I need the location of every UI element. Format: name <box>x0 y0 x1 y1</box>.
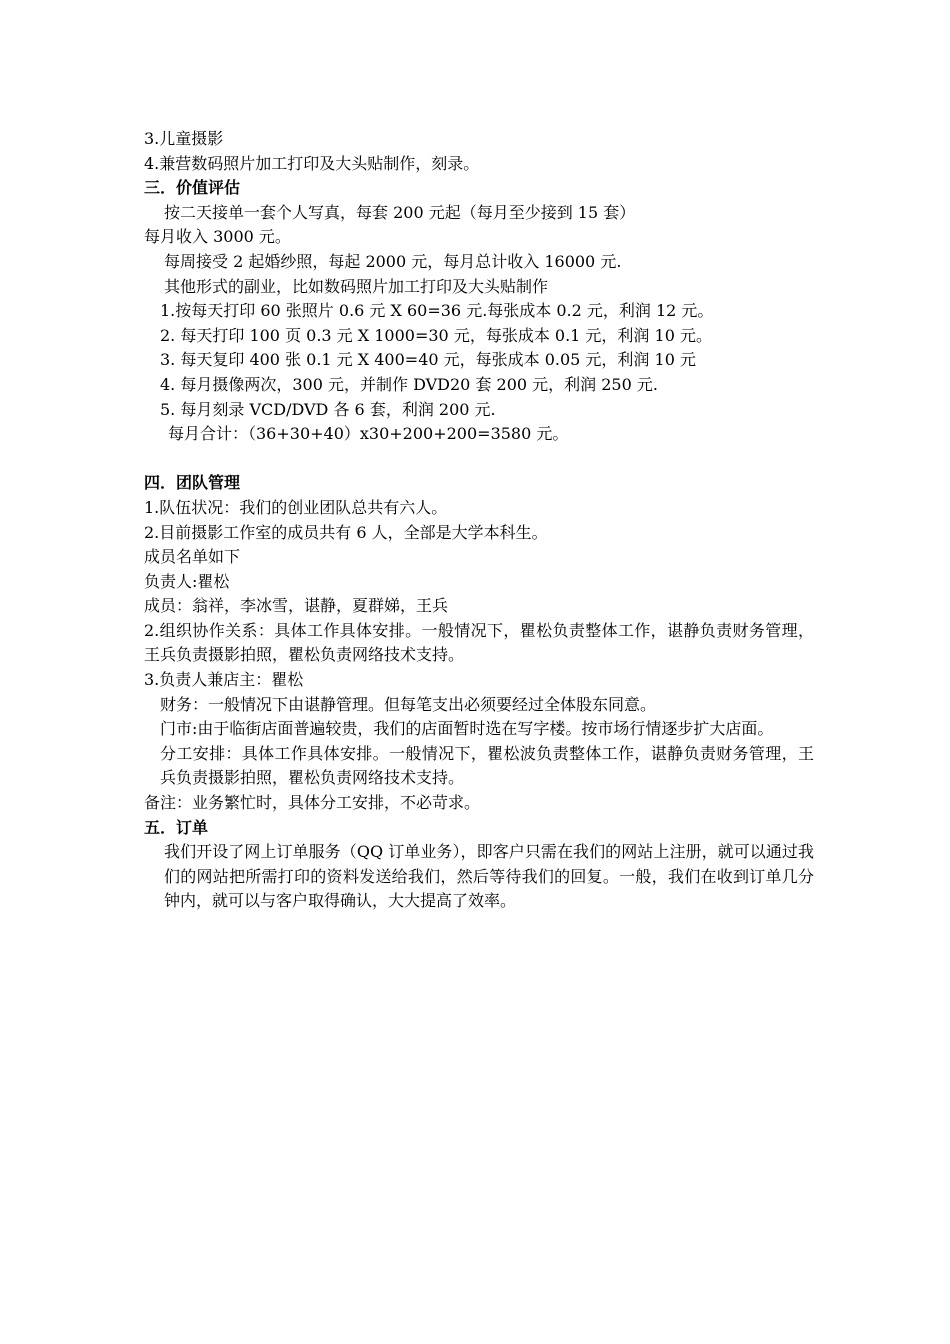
paragraph-collaboration: 2.组织协作关系：具体工作具体安排。一般情况下，瞿松负责整体工作，谌静负责财务管理，王兵负责摄影拍照，瞿松负责网络技术支持。 <box>144 620 814 665</box>
list-item-photo-printing: 1.按每天打印 60 张照片 0.6 元 X 60=36 元.每张成本 0.2 元，利润 12 元。 <box>160 301 714 321</box>
list-item-video-recording: 4. 每月摄像两次，300 元，并制作 DVD20 套 200 元，利润 250 元. <box>160 374 658 394</box>
section-heading-team-management: 四．团队管理 <box>144 473 241 493</box>
list-item-disc-burning: 5. 每月刻录 VCD/DVD 各 6 套，利润 200 元. <box>160 399 496 419</box>
text-line-remarks: 备注：业务繁忙时，具体分工安排，不必苛求。 <box>144 793 481 813</box>
paragraph-storefront: 门市:由于临街店面普遍较贵，我们的店面暂时选在写字楼。按市场行情逐步扩大店面。 <box>160 719 774 739</box>
text-line-monthly-total: 每月合计：（36+30+40）x30+200+200=3580 元。 <box>168 424 569 444</box>
section-heading-orders: 五．订单 <box>144 817 209 837</box>
text-line-member-list-intro: 成员名单如下 <box>144 547 241 567</box>
section-heading-value-assessment: 三．价值评估 <box>144 178 241 198</box>
text-line-team-status: 1.队伍状况：我们的创业团队总共有六人。 <box>144 497 448 517</box>
blank-line <box>144 447 814 472</box>
list-item-digital-printing: 4.兼营数码照片加工打印及大头贴制作，刻录。 <box>144 153 480 173</box>
document-page <box>144 127 814 914</box>
paragraph-division-of-labor: 分工安排：具体工作具体安排。一般情况下，瞿松波负责整体工作，谌静负责财务管理，王兵负责摄影拍照，瞿松负责网络技术支持。 <box>160 743 814 788</box>
text-line-members: 成员：翁祥，李冰雪，谌静，夏群娣，王兵 <box>144 596 449 616</box>
text-line-shop-owner: 3.负责人兼店主：瞿松 <box>144 670 304 690</box>
list-item-copying: 3. 每天复印 400 张 0.1 元 X 400=40 元，每张成本 0.05 元，利润 10 元 <box>160 350 696 370</box>
text-line-studio-members: 2.目前摄影工作室的成员共有 6 人，全部是大学本科生。 <box>144 522 548 542</box>
text-line-side-business: 其他形式的副业，比如数码照片加工打印及大头贴制作 <box>164 276 549 296</box>
text-line-wedding-photos: 每周接受 2 起婚纱照，每起 2000 元，每月总计收入 16000 元. <box>164 251 622 271</box>
text-line-person-in-charge: 负责人:瞿松 <box>144 571 230 591</box>
list-item-page-printing: 2. 每天打印 100 页 0.3 元 X 1000=30 元，每张成本 0.1 元，利润 10 元。 <box>160 325 712 345</box>
text-line-portrait-orders: 按二天接单一套个人写真，每套 200 元起（每月至少接到 15 套） <box>164 202 636 222</box>
list-item-children-photography: 3.儿童摄影 <box>144 129 224 148</box>
text-line-finance: 财务：一般情况下由谌静管理。但每笔支出必须要经过全体股东同意。 <box>160 694 657 714</box>
text-line-monthly-income: 每月收入 3000 元。 <box>144 227 291 247</box>
paragraph-online-orders: 我们开设了网上订单服务（QQ 订单业务），即客户只需在我们的网站上注册，就可以通过我们的网站把所需打印的资料发送给我们，然后等待我们的回复。一般，我们在收到订单几分钟内，就可以与客户取得确认，大大提高了效率。 <box>164 842 814 911</box>
